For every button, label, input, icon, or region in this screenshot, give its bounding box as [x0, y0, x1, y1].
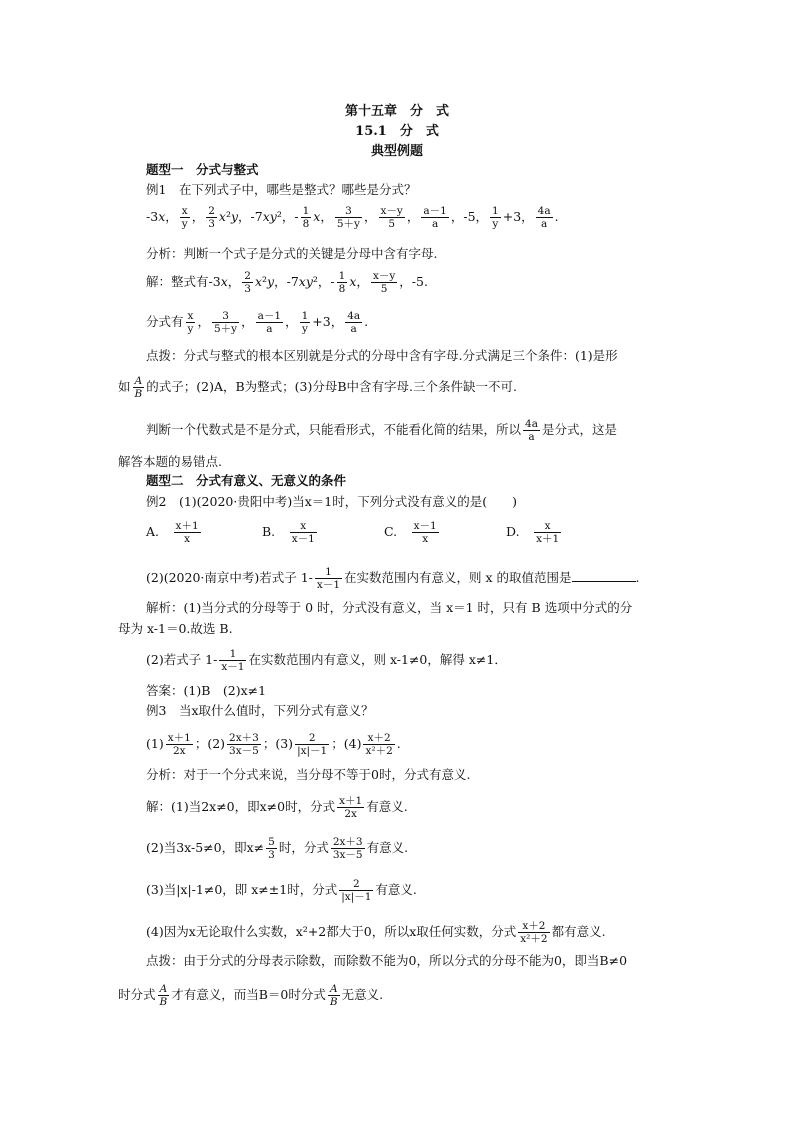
answer-blank: [572, 569, 636, 582]
ex2-option-d: D. $\frac{x}{x+1}$: [506, 520, 560, 545]
ex2-explain3: (2)若式子 1- $\frac{1}{x-1}$ 在实数范围内有意义，则 x-1≠0，解得 x≠1．: [146, 648, 507, 673]
ex2-answer: 答案：(1)B (2)x≠1: [146, 683, 267, 698]
type1-heading: 题型一 分式与整式: [146, 162, 259, 177]
ex3-expressions: (1) $\frac{x+1}{2x}$ ；(2) $\frac{2x+3}{3x-5}$ ；(3) $\frac{2}{|x|-1}$ ；(4) $\frac{x+2}{\text{x²＋2}}$ .: [146, 732, 401, 757]
ex1-analysis: 分析：判断一个式子是分式的关键是分母中含有字母.: [146, 246, 438, 261]
ex3-solution4: (4)因为x无论取什么实数，x²+2都大于0，所以x取任何实数，分式 $\frac{x+2}{\text{x²＋2}}$ 都有意义.: [146, 920, 606, 945]
ex1-tip-line1: 点拨：分式与整式的根本区别就是分式的分母中含有字母.分式满足三个条件：(1)是形: [146, 348, 618, 363]
ex2-question1: 例2 (1)(2020·贵阳中考)当x＝1时，下列分式没有意义的是( ): [146, 494, 517, 509]
ex1-expressions: -3x， $\frac{x}{y}$ ， $\frac{2}{3}$ x²y，-7xy²，- $\frac{1}{8}$ x， $\frac{3}{5+y}$ ， $\frac{x-y}{5}$ ， $\frac{a-1}{a}$ ，-5， $\frac{1}{y}$ +3， $\frac{4a}{a}$ .: [146, 205, 559, 230]
ex2-explain1: 解析：(1)当分式的分母等于 0 时，分式没有意义，当 x＝1 时，只有 B 选项中分式的分: [146, 600, 633, 615]
ex3-question: 例3 当x取什么值时，下列分式有意义？: [146, 703, 374, 718]
ex2-question2: (2)(2020·南京中考)若式子 1- $\frac{1}{x-1}$ 在实数范围内有意义，则 x 的取值范围是 .: [146, 566, 640, 591]
ex3-tip-line1: 点拨：由于分式的分母表示除数，而除数不能为0，所以分式的分母不能为0，即当B≠0: [146, 953, 628, 968]
ex2-option-b: B. $\frac{x}{x-1}$: [262, 520, 315, 545]
ex1-tip-line3: 判断一个代数式是不是分式，只能看形式，不能看化简的结果，所以 $\frac{4a}{a}$ 是分式，这是: [146, 418, 617, 443]
ex3-solution1: 解：(1)当2x≠0，即x≠0时，分式 $\frac{x+1}{2x}$ 有意义.: [146, 795, 408, 820]
ex1-tip-line2: 如 $\frac{A}{B}$ 的式子；(2)A，B为整式；(3)分母B中含有字母.三个条件缺一不可.: [118, 375, 517, 400]
ex3-analysis: 分析：对于一个分式来说，当分母不等于0时，分式有意义.: [146, 767, 471, 782]
ex3-solution3: (3)当|x|-1≠0，即 x≠±1时，分式 $\frac{2}{|x|-1}$ 有意义.: [146, 878, 417, 903]
ex2-option-a: A. $\frac{x+1}{x}$: [146, 520, 199, 545]
ex1-solution-fractional: 分式有 $\frac{x}{y}$ ， $\frac{3}{5+y}$ ， $\frac{a-1}{a}$ ， $\frac{1}{y}$ +3， $\frac{4a}{a}$ .: [146, 310, 369, 335]
ex1-solution-integral: 解：整式有-3x， $\frac{2}{3}$ x²y，-7xy²，- $\frac{1}{8}$ x， $\frac{x-y}{5}$ ，-5.: [146, 270, 428, 295]
ex3-solution2: (2)当3x-5≠0，即x≠ $\frac{5}{3}$ 时，分式 $\frac{2x+3}{3x-5}$ 有意义.: [146, 836, 409, 861]
type2-heading: 题型二 分式有意义、无意义的条件: [146, 473, 347, 488]
ex1-tip-line4: 解答本题的易错点.: [118, 454, 222, 469]
ex2-explain2: 母为 x-1＝0.故选 B.: [118, 621, 233, 636]
section-title: 15.1 分 式: [355, 124, 439, 139]
ex1-question: 例1 在下列式子中，哪些是整式？哪些是分式？: [146, 182, 417, 197]
ex3-tip-line2: 时分式 $\frac{A}{B}$ 才有意义，而当B＝0时分式 $\frac{A}{B}$ 无意义.: [118, 983, 384, 1008]
ex2-option-c: C. $\frac{x-1}{x}$: [384, 520, 437, 545]
subtitle: 典型例题: [370, 144, 423, 159]
chapter-title: 第十五章 分 式: [344, 104, 449, 119]
